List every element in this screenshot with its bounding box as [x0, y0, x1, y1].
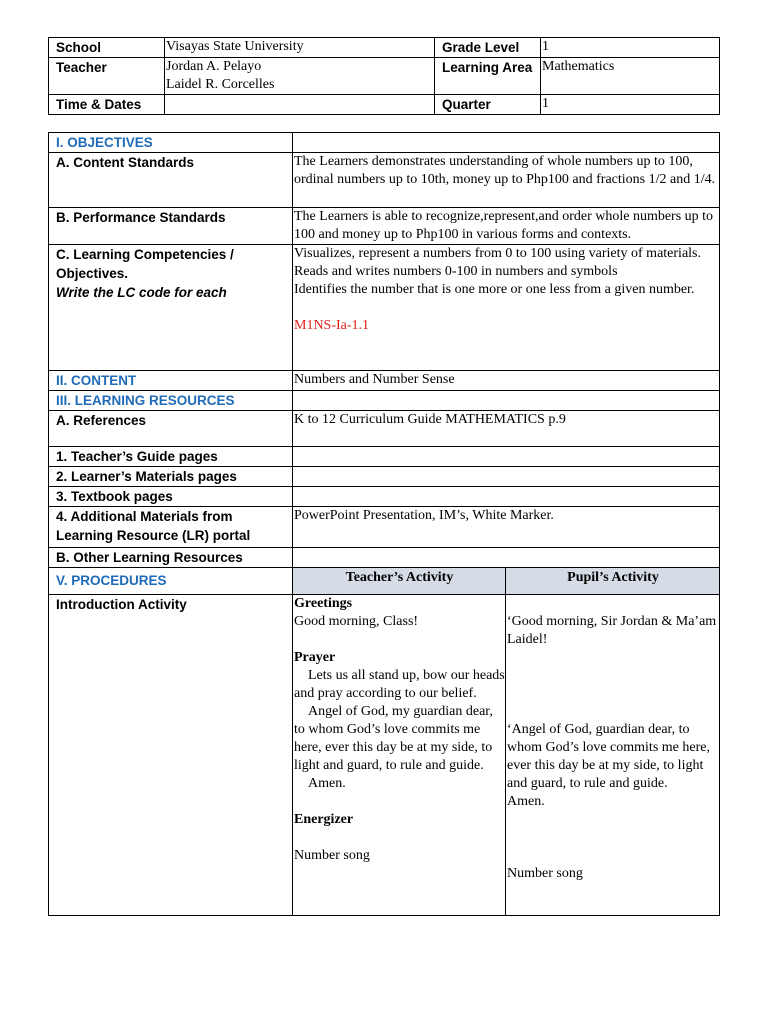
energizer-text: Number song	[294, 848, 370, 863]
spacer	[294, 631, 505, 649]
content-standards-value: The Learners demonstrates understanding of whole numbers up to 100, ordinal numbers up to 10th, money up to Php100 and fractions 1/2 and 1/4.	[293, 153, 720, 208]
lesson-plan-table	[48, 132, 720, 916]
lc-item-2: Reads and writes numbers 0-100 in numbers and symbols	[294, 264, 618, 279]
spacer	[507, 811, 719, 865]
references-label: A. References	[49, 411, 293, 447]
teacher-label: Teacher	[49, 58, 165, 95]
additional-materials-value: PowerPoint Presentation, IM’s, White Marker.	[293, 507, 720, 548]
grade-level-label: Grade Level	[435, 38, 541, 58]
spacer	[507, 649, 719, 721]
energizer-title: Energizer	[294, 812, 354, 827]
amen-reply: Amen.	[507, 794, 545, 809]
prayer-title: Prayer	[294, 650, 336, 665]
objectives-empty-cell	[293, 133, 720, 153]
spacer	[294, 829, 505, 847]
teacher-name-1: Jordan A. Pelayo	[166, 59, 262, 74]
teacher-name-2: Laidel R. Corcelles	[166, 77, 275, 92]
prayer-amen: Amen.	[308, 776, 346, 791]
greetings-title: Greetings	[294, 596, 353, 611]
teachers-guide-value	[293, 447, 720, 467]
time-dates-label: Time & Dates	[49, 95, 165, 115]
additional-materials-label	[49, 507, 293, 548]
introduction-activity-label: Introduction Activity	[49, 595, 293, 916]
lc-item-1: Visualizes, represent a numbers from 0 to 100 using variety of materials.	[294, 246, 701, 261]
performance-standards-label: B. Performance Standards	[49, 208, 293, 245]
header-info-table	[48, 37, 720, 115]
objectives-heading: I. OBJECTIVES	[49, 133, 293, 153]
spacer	[507, 595, 719, 613]
teachers-guide-label: 1. Teacher’s Guide pages	[49, 447, 293, 467]
textbook-pages-value	[293, 487, 720, 507]
learning-area-label: Learning Area	[435, 58, 541, 95]
content-standards-label: A. Content Standards	[49, 153, 293, 208]
greetings-text: Good morning, Class!	[294, 614, 419, 629]
learning-area-value: Mathematics	[541, 58, 720, 95]
prayer-reply: ‘Angel of God, guardian dear, to whom God’s love commits me here, ever this day be at my side, to light and guard, to rule and guide.	[507, 722, 710, 791]
grade-level-value: 1	[541, 38, 720, 58]
learning-resources-empty-cell	[293, 391, 720, 411]
teacher-activity-cell	[293, 595, 506, 916]
learning-resources-heading: III. LEARNING RESOURCES	[49, 391, 293, 411]
pupil-activity-header: Pupil’s Activity	[506, 568, 720, 595]
quarter-label: Quarter	[435, 95, 541, 115]
prayer-text: Angel of God, my guardian dear, to whom God’s love commits me here, ever this day be at my side, to light and guard, to rule and guide.	[294, 704, 493, 773]
lc-label-line-2: Objectives.	[56, 266, 129, 281]
learners-materials-value	[293, 467, 720, 487]
learning-competencies-label	[49, 245, 293, 371]
time-dates-value	[165, 95, 435, 115]
quarter-value: 1	[541, 95, 720, 115]
lc-code: M1NS-Ia-1.1	[294, 318, 370, 333]
school-label: School	[49, 38, 165, 58]
prayer-intro: Lets us all stand up, bow our heads and pray according to our belief.	[294, 668, 505, 701]
textbook-pages-label: 3. Textbook pages	[49, 487, 293, 507]
references-value: K to 12 Curriculum Guide MATHEMATICS p.9	[293, 411, 720, 447]
learners-materials-label: 2. Learner’s Materials pages	[49, 467, 293, 487]
additional-label-line-2: Learning Resource (LR) portal	[56, 528, 251, 543]
procedures-heading: V. PROCEDURES	[49, 568, 293, 595]
greetings-reply: ‘Good morning, Sir Jordan & Ma’am Laidel!	[507, 614, 717, 647]
lc-spacer	[294, 299, 719, 317]
other-resources-value	[293, 548, 720, 568]
performance-standards-value: The Learners is able to recognize,represent,and order whole numbers up to 100 and money up to Php100 in various forms and contexts.	[293, 208, 720, 245]
pupil-activity-cell	[506, 595, 720, 916]
lc-label-line-1: C. Learning Competencies /	[56, 247, 234, 262]
lc-item-3: Identifies the number that is one more or one less from a given number.	[294, 282, 695, 297]
spacer	[294, 793, 505, 811]
lc-label-line-3: Write the LC code for each	[56, 285, 227, 300]
content-value: Numbers and Number Sense	[293, 371, 720, 391]
energizer-reply: Number song	[507, 866, 583, 881]
content-heading: II. CONTENT	[49, 371, 293, 391]
teacher-names	[165, 58, 435, 95]
teacher-activity-header: Teacher’s Activity	[293, 568, 506, 595]
learning-competencies-value	[293, 245, 720, 371]
school-value: Visayas State University	[165, 38, 435, 58]
additional-label-line-1: 4. Additional Materials from	[56, 509, 233, 524]
other-resources-label: B. Other Learning Resources	[49, 548, 293, 568]
